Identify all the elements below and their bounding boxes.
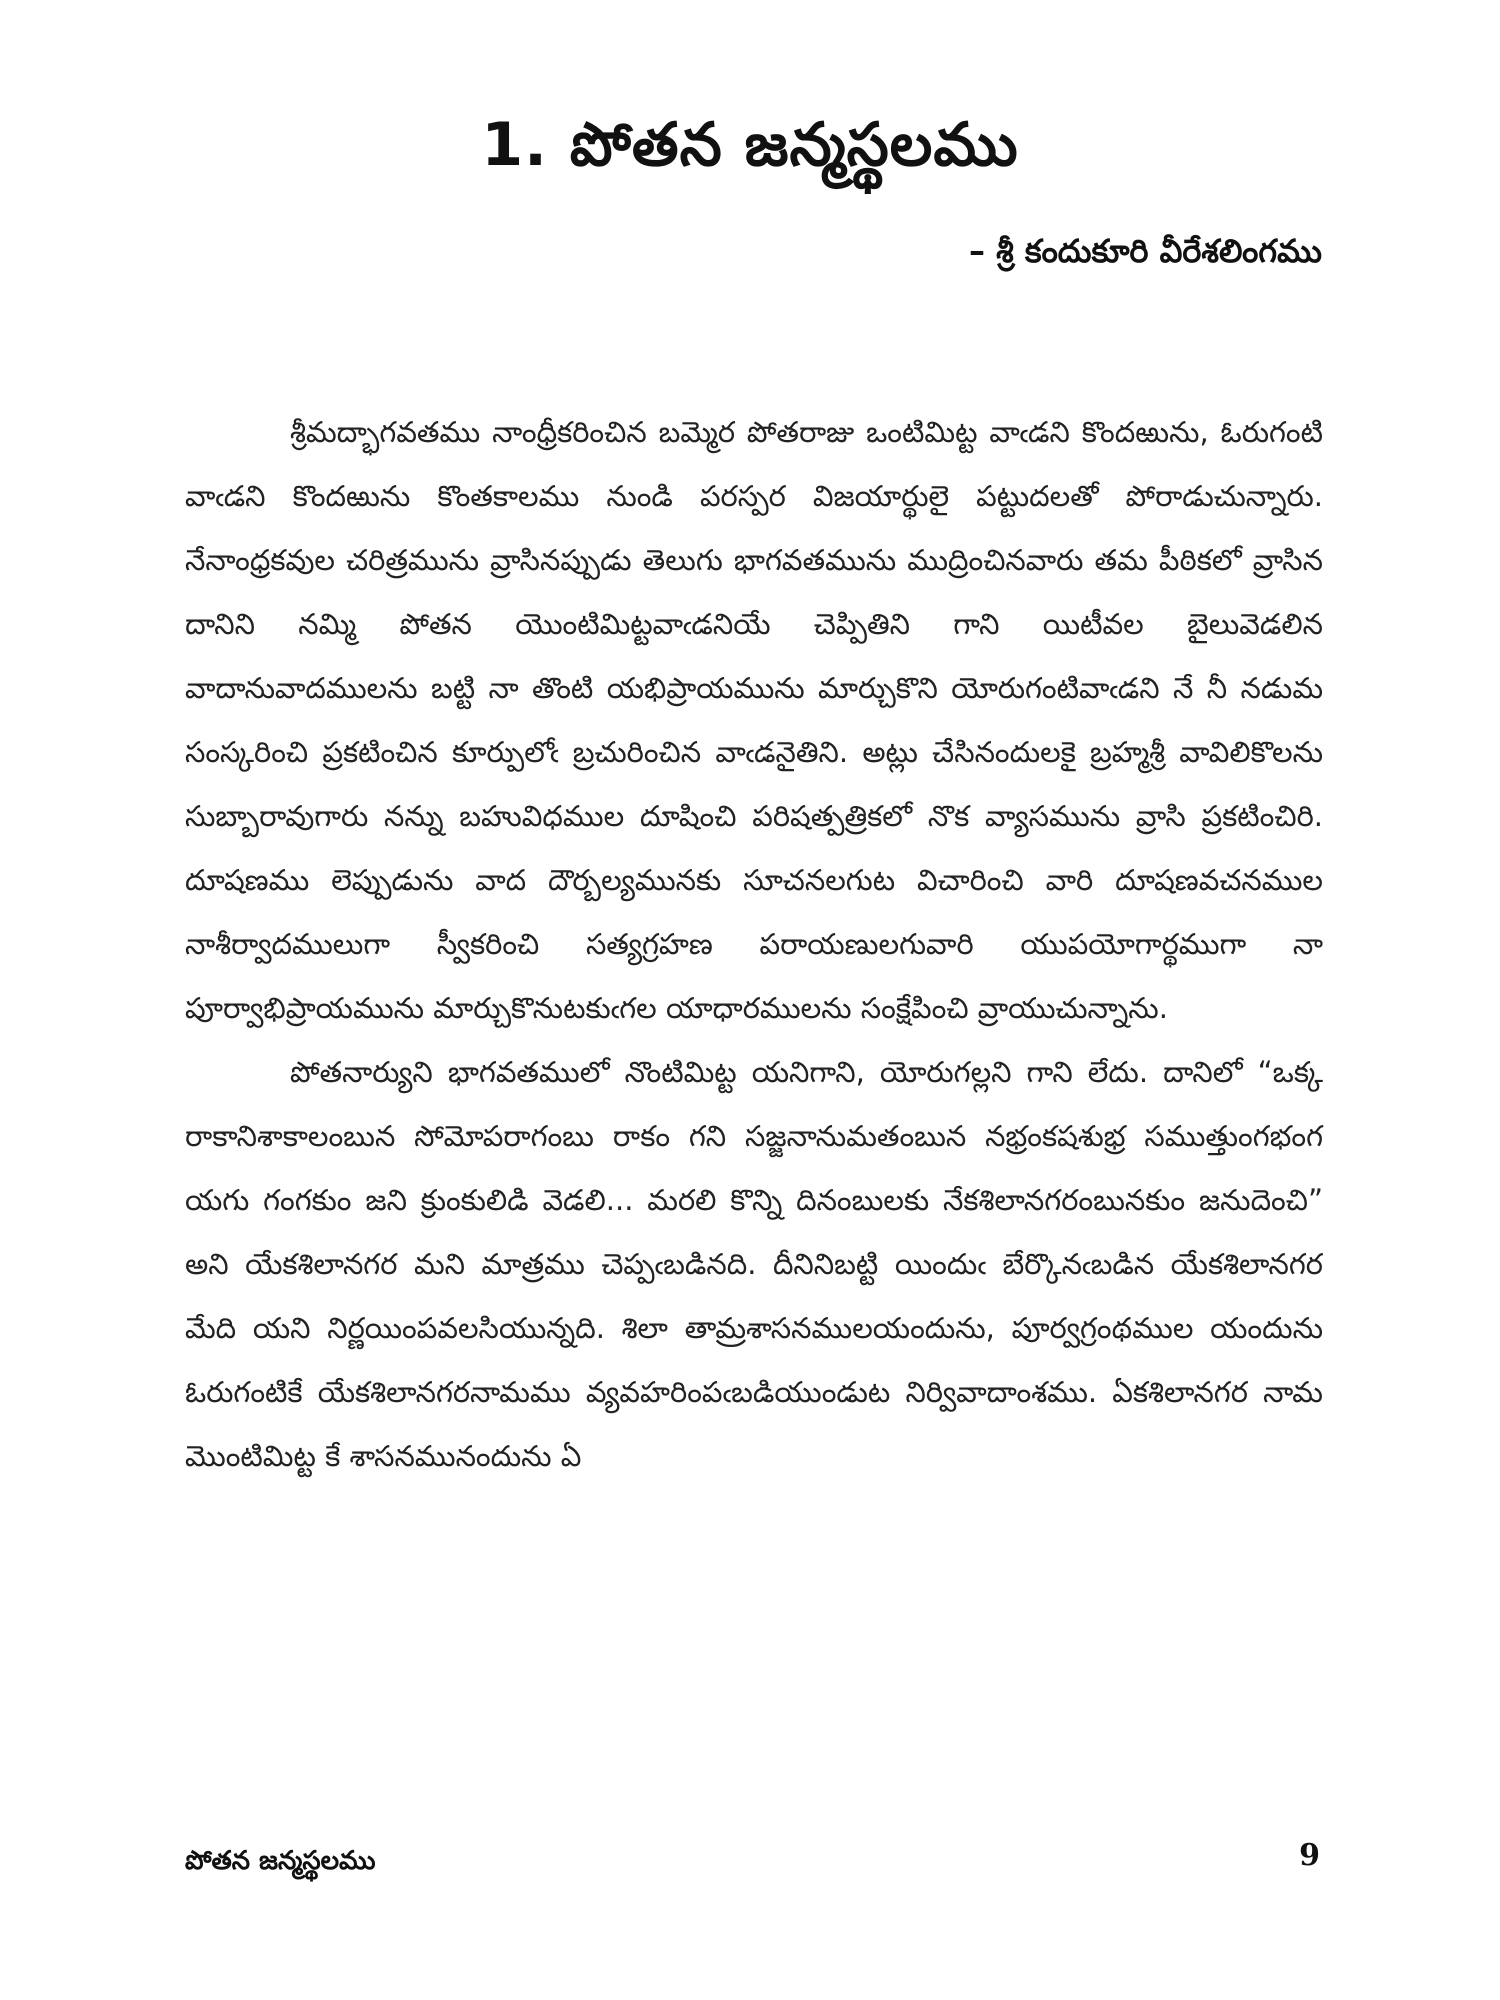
running-footer-title: పోతన జన్మస్థలము (185, 1846, 376, 1876)
body-text (185, 400, 1323, 1488)
paragraph-2: పోతనార్యుని భాగవతములో నొంటిమిట్ట యనిగాని, యోరుగల్లని గాని లేదు. దానిలో “ఒక్క రాకానిశాకాలంబున సోమోపరాగంబు రాకం గని సజ్జనానుమతంబున నభ్రంకషశుభ్ర సముత్తుంగభంగ యగు గంగకుం జని క్రుంకులిడి వెడలి... మరలి కొన్ని దినంబులకు నేకశిలానగరంబునకుం జనుదెంచి” అని యేకశిలానగర మని మాత్రము చెప్పఁబడినది. దీనినిబట్టి యిందుఁ బేర్కొనఁబడిన యేకశిలానగర మేది యని నిర్ణయింపవలసియున్నది. శిలా తామ్రశాసనములయందును, పూర్వగ్రంథముల యందును ఓరుగంటికే యేకశిలానగరనామము వ్యవహరింపఁబడియుండుట నిర్వివాదాంశము. ఏకశిలానగర నామ మొంటిమిట్ట కే శాసనమునందును ఏ (185, 1055, 1323, 1473)
chapter-title: 1. పోతన జన్మస్థలము (481, 110, 1019, 180)
author-byline: – శ్రీ కందుకూరి వీరేశలింగము (968, 232, 1322, 270)
page-number: 9 (1299, 1838, 1320, 1873)
paragraph-1: శ్రీమద్భాగవతము నాంధ్రీకరించిన బమ్మెర పోతరాజు ఒంటిమిట్ట వాఁడని కొందఱును, ఓరుగంటి వాఁడని కొందఱును కొంతకాలము నుండి పరస్పర విజయార్థులై పట్టుదలతో పోరాడుచున్నారు. నేనాంధ్రకవుల చరిత్రమును వ్రాసినప్పుడు తెలుగు భాగవతమును ముద్రించినవారు తమ పీఠికలో వ్రాసిన దానిని నమ్మి పోతన యొంటిమిట్టవాఁడనియే చెప్పితిని గాని యిటీవల బైలువెడలిన వాదానువాదములను బట్టి నా తొంటి యభిప్రాయమును మార్చుకొని యోరుగంటివాఁడని నే నీ నడుమ సంస్కరించి ప్రకటించిన కూర్పులోఁ బ్రచురించిన వాఁడనైతిని. అట్లు చేసినందులకై బ్రహ్మశ్రీ వావిలికొలను సుబ్బారావుగారు నన్ను బహువిధముల దూషించి పరిషత్పత్రికలో నొక వ్యాసమును వ్రాసి ప్రకటించిరి. దూషణము లెప్పుడును వాద దౌర్బల్యమునకు సూచనలగుట విచారించి వారి దూషణవచనముల నాశీర్వాదములుగా స్వీకరించి సత్యగ్రహణ పరాయణులగువారి యుపయోగార్థముగా నా పూర్వాభిప్రాయమును మార్చుకొనుటకుఁగల యాధారములను సంక్షేపించి వ్రాయుచున్నాను. (185, 415, 1323, 1025)
